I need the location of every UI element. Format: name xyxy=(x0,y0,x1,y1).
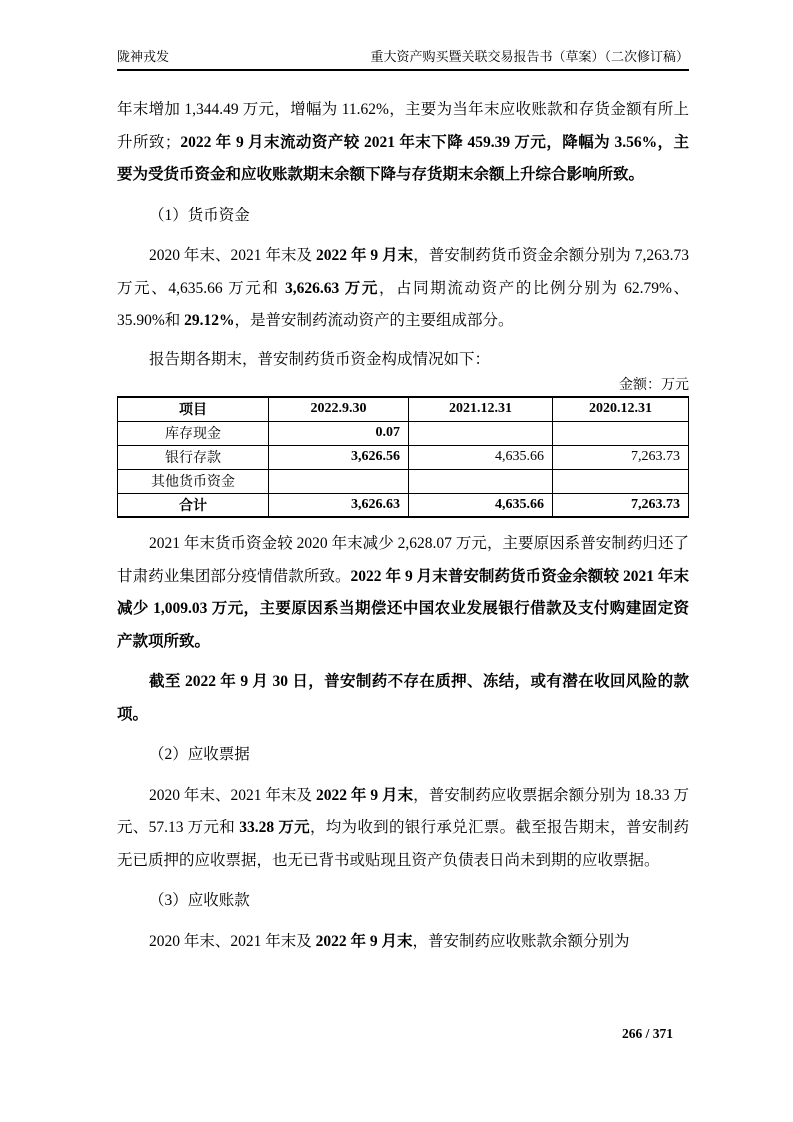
column-header-2020-12-31: 2020.12.31 xyxy=(553,397,689,421)
section-heading-monetary-funds: （1）货币资金 xyxy=(149,206,250,224)
text-segment-bold: 2022 年 9 月末普安制药货币资金余额较 2021 年末减少 1,009.03 万元，主要原因系当期偿还中国农业发展银行借款及支付购建固定资产款项所致。 xyxy=(117,567,689,650)
text-segment: 2020 年末、2021 年末及 xyxy=(149,247,317,264)
column-header-2021-12-31: 2021.12.31 xyxy=(409,397,553,421)
table-cell-value xyxy=(269,469,409,493)
table-row-bank-deposits xyxy=(118,445,689,469)
page-number: 266 / 371 xyxy=(621,1026,673,1041)
page-footer xyxy=(622,1026,673,1042)
table-cell-value: 3,626.56 xyxy=(269,445,409,469)
header-company-name: 陇神戎发 xyxy=(117,49,170,64)
section-heading-accounts-receivable: （3）应收账款 xyxy=(149,892,250,909)
table-cell-value: 7,263.73 xyxy=(553,493,689,517)
paragraph-no-pledge: 截至 2022 年 9 月 30 日，普安制药不存在质押、冻结，或有潜在收回风险的款项。 xyxy=(117,673,689,723)
page-header xyxy=(117,48,689,71)
text-segment-bold: 3,626.63 万元 xyxy=(284,279,379,297)
column-header-2022-09-30: 2022.9.30 xyxy=(269,397,409,421)
text-segment: 2021 年末货币资金较 2020 年末减少 2,628.07 万元，主要原因系普安制药归还了甘肃药业集团部分疫情借款所致。 xyxy=(117,535,689,585)
table-cell-item: 库存现金 xyxy=(118,421,269,445)
paragraph-carryover xyxy=(117,94,689,192)
table-cell-value: 0.07 xyxy=(269,421,409,445)
table-row-total xyxy=(118,493,689,517)
text-segment: ，普安制药货币资金余额分别为 7,263.73 万元、4,635.66 万元和 xyxy=(117,247,689,297)
page-body xyxy=(117,94,689,966)
text-segment: 年末增加 1,344.49 万元，增幅为 11.62%，主要为当年末应收账款和存货金额有所上升所致； xyxy=(117,101,689,151)
text-segment-bold: 33.28 万元 xyxy=(239,819,310,836)
header-report-title: 重大资产购买暨关联交易报告书（草案）（二次修订稿） xyxy=(370,49,689,64)
text-segment: 2020 年末、2021 年末及 xyxy=(149,932,316,950)
text-segment-bold: 2022 年 9 月末流动资产较 2021 年末下降 459.39 万元，降幅为 3.56%，主要为受货币资金和应收账款期末余额下降与存货期末余额上升综合影响所致。 xyxy=(117,133,689,183)
table-unit-note: 金额：万元 xyxy=(619,378,689,393)
text-segment: ，占同期流动资产的比例分别为 62.79%、35.90%和 xyxy=(117,279,689,329)
text-segment: ，均为收到的银行承兑汇票。截至报告期末，普安制药无已质押的应收票据，也无已背书或贴现且资产负债表日尚未到期的应收票据。 xyxy=(117,819,689,869)
paragraph-accounts-receivable xyxy=(117,926,689,959)
table-cell-value xyxy=(409,469,553,493)
text-segment-bold: 29.12% xyxy=(184,312,235,329)
table-cell-item: 其他货币资金 xyxy=(118,469,269,493)
paragraph-monetary-change xyxy=(117,528,689,658)
monetary-funds-table xyxy=(117,396,689,518)
table-cell-value: 3,626.63 xyxy=(269,493,409,517)
table-cell-item: 银行存款 xyxy=(118,445,269,469)
table-cell-value xyxy=(553,421,689,445)
text-segment: ，普安制药应收票据余额分别为 18.33 万元、57.13 万元和 xyxy=(117,786,689,836)
table-cell-item: 合计 xyxy=(118,493,269,517)
column-header-item: 项目 xyxy=(179,403,207,419)
text-segment: ，是普安制药流动资产的主要组成部分。 xyxy=(234,312,514,329)
text-segment: ，普安制药应收账款余额分别为 xyxy=(412,932,630,950)
table-row-cash-on-hand xyxy=(118,421,689,445)
text-segment-bold: 2022 年 9 月末 xyxy=(315,932,413,950)
table-cell-value: 4,635.66 xyxy=(409,445,553,469)
paragraph-table-intro: 报告期各期末，普安制药货币资金构成情况如下： xyxy=(149,350,491,368)
paragraph-notes-receivable xyxy=(117,780,689,878)
text-segment-bold: 2022 年 9 月末 xyxy=(316,247,414,264)
table-cell-value xyxy=(553,469,689,493)
text-segment: 2020 年末、2021 年末及 xyxy=(149,786,317,804)
paragraph-monetary-balance xyxy=(117,240,689,338)
table-header-row xyxy=(118,397,689,421)
section-heading-notes-receivable: （2）应收票据 xyxy=(149,746,250,763)
table-cell-value: 4,635.66 xyxy=(409,493,553,517)
text-segment-bold: 2022 年 9 月末 xyxy=(316,786,414,804)
table-row-other-monetary-funds xyxy=(118,469,689,493)
table-cell-value xyxy=(409,421,553,445)
table-cell-value: 7,263.73 xyxy=(553,445,689,469)
